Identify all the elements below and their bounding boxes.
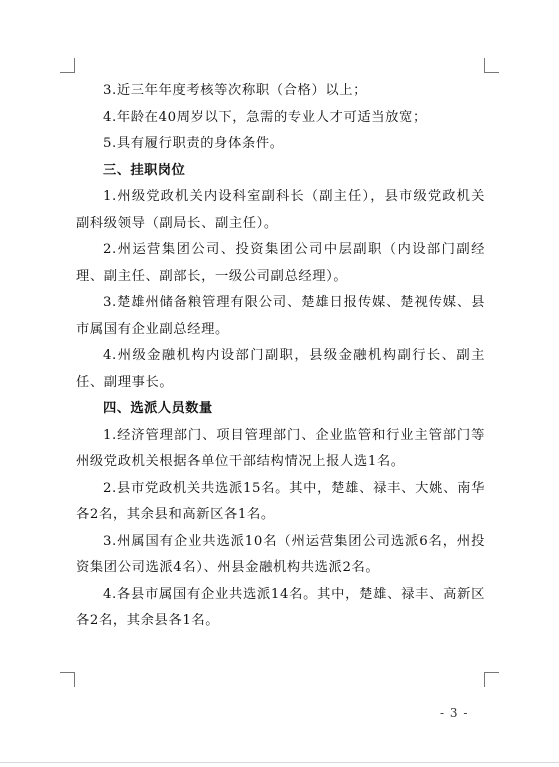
crop-mark-top-left: [60, 58, 75, 73]
paragraph: 1.州级党政机关内设科室副科长（副主任），县市级党政机关副科级领导（副局长、副主任）。: [76, 189, 485, 231]
page-bottom-edge: [0, 762, 559, 763]
paragraph: 3.楚雄州储备粮管理有限公司、楚雄日报传媒、楚视传媒、县市属国有企业副总经理。: [76, 295, 485, 337]
section-heading: 四、选派人员数量: [103, 401, 213, 416]
crop-mark-bottom-left: [60, 672, 75, 687]
paragraph: 3.近三年年度考核等次称职（合格）以上；: [103, 83, 368, 98]
paragraph: 4.州级金融机构内设部门副职，县级金融机构副行长、副主任、副理事长。: [76, 348, 485, 390]
document-body: [76, 78, 485, 635]
paragraph: 1.经济管理部门、项目管理部门、企业监管和行业主管部门等州级党政机关根据各单位干部结构情况上报人选1名。: [76, 427, 485, 469]
paragraph: 5.具有履行职责的身体条件。: [103, 136, 284, 151]
crop-mark-top-right: [484, 58, 499, 73]
paragraph: 3.州属国有企业共选派10名（州运营集团公司选派6名，州投资集团公司选派4名）、州县金融机构共选派2名。: [76, 533, 485, 575]
section-heading: 三、挂职岗位: [103, 162, 186, 178]
paragraph: 2.州运营集团公司、投资集团公司中层副职（内设部门副经理、副主任、副部长，一级公司副总经理）。: [76, 242, 485, 284]
paragraph: 4.各县市属国有企业共选派14名。其中，楚雄、禄丰、高新区各2名，其余县各1名。: [76, 586, 485, 628]
crop-mark-bottom-right: [484, 672, 499, 687]
page-number: - 3 -: [440, 706, 469, 720]
paragraph: 2.县市党政机关共选派15名。其中，楚雄、禄丰、大姚、南华各2名，其余县和高新区各1名。: [76, 480, 485, 522]
paragraph: 4.年龄在40周岁以下，急需的专业人才可适当放宽；: [103, 109, 427, 125]
